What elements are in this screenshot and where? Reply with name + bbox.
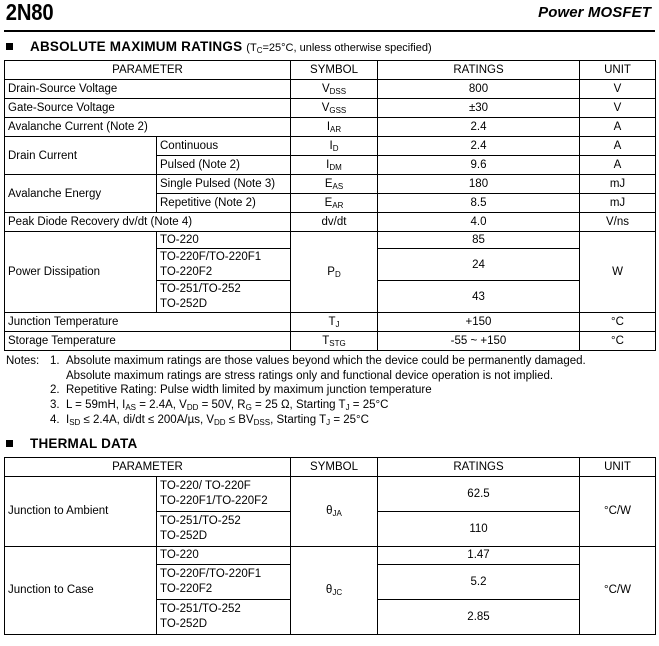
note-number: 4.	[50, 414, 60, 427]
unit-drain-source-voltage: V	[580, 80, 656, 99]
symbol-base: T	[328, 316, 336, 328]
symbol-idm	[291, 156, 378, 175]
package-group-2	[157, 249, 291, 281]
note-item-1-continuation	[6, 369, 653, 384]
table-row	[5, 213, 656, 232]
table-row	[5, 332, 656, 351]
note-seg: ≤ BV	[225, 414, 254, 427]
notes-label-spacer	[6, 413, 50, 429]
sub-parameter-pulsed: Pulsed (Note 2)	[157, 156, 291, 175]
parameter-storage-temperature: Storage Temperature	[5, 332, 291, 351]
note-sub: J	[345, 402, 350, 412]
rating-junction-temperature: +150	[378, 313, 580, 332]
rating-avalanche-energy-repetitive: 8.5	[378, 194, 580, 213]
parameter-drain-source-voltage: Drain-Source Voltage	[5, 80, 291, 99]
notes-label-spacer	[6, 383, 50, 398]
package-label: TO-220/ TO-220F	[160, 479, 251, 492]
symbol-vgss	[291, 99, 378, 118]
column-header-parameter: PARAMETER	[5, 457, 291, 476]
package-label: TO-252D	[160, 617, 208, 630]
unit-junction-temperature: °C	[580, 313, 656, 332]
note-text: Absolute maximum ratings are stress ratings only and functional device operation is not implied.	[66, 369, 554, 382]
rating-avalanche-current: 2.4	[378, 118, 580, 137]
note-sub: AS	[125, 402, 137, 412]
document-type: Power MOSFET	[538, 4, 651, 21]
note-seg: = 25 Ω, Starting T	[251, 398, 346, 411]
section-heading-absolute-maximum-ratings	[4, 32, 655, 60]
rating-drain-source-voltage: 800	[378, 80, 580, 99]
rating-power-dissipation-2: 24	[378, 249, 580, 281]
note-seg: ≤ 2.4A, di/dt ≤ 200A/µs, V	[80, 414, 215, 427]
package-group-3	[157, 281, 291, 313]
symbol-vdss	[291, 80, 378, 99]
note-seg: I	[66, 414, 70, 427]
package-group-2	[157, 564, 291, 599]
section-condition	[246, 42, 431, 54]
thermal-data-table	[4, 457, 656, 635]
notes-label: Notes:	[6, 355, 40, 367]
symbol-subscript: D	[332, 144, 339, 153]
symbol-base: θ	[326, 505, 333, 518]
rating-power-dissipation-1: 85	[378, 232, 580, 249]
rating-avalanche-energy-single: 180	[378, 175, 580, 194]
parameter-junction-to-case: Junction to Case	[5, 546, 157, 634]
note-number: 1.	[50, 355, 60, 367]
note-text: Absolute maximum ratings are those values beyond which the device could be permanently damaged.	[66, 355, 586, 367]
note-item-3	[6, 398, 653, 414]
table-row	[5, 118, 656, 137]
table-header-row	[5, 61, 656, 80]
notes-block	[4, 351, 655, 429]
note-text: Repetitive Rating: Pulse width limited by maximum junction temperature	[66, 384, 432, 397]
note-sub: DSS	[253, 418, 271, 428]
note-sub: G	[245, 402, 252, 412]
rating-peak-diode-recovery: 4.0	[378, 213, 580, 232]
package-group-1	[157, 546, 291, 564]
symbol-subscript: JC	[332, 588, 343, 598]
note-number: 2.	[50, 384, 60, 397]
symbol-subscript: JA	[332, 509, 342, 519]
section-title: THERMAL DATA	[30, 435, 138, 451]
symbol-base: I	[326, 159, 330, 171]
symbol-subscript: GSS	[329, 106, 347, 115]
symbol-subscript: J	[335, 320, 340, 329]
symbol-subscript: AS	[332, 182, 344, 191]
package-label: TO-220F/TO-220F1	[160, 567, 262, 580]
unit-drain-current-pulsed: A	[580, 156, 656, 175]
package-label: TO-220	[160, 548, 199, 561]
column-header-ratings: RATINGS	[378, 61, 580, 80]
note-sub: DD	[186, 402, 199, 412]
symbol-ear	[291, 194, 378, 213]
symbol-pd	[291, 232, 378, 313]
rating-junction-to-case-3: 2.85	[378, 599, 580, 634]
column-header-symbol: SYMBOL	[291, 61, 378, 80]
unit-avalanche-current: A	[580, 118, 656, 137]
unit-storage-temperature: °C	[580, 332, 656, 351]
square-bullet-icon	[6, 440, 13, 447]
note-seg: = 2.4A, V	[136, 398, 187, 411]
unit-avalanche-energy-repetitive: mJ	[580, 194, 656, 213]
package-label: TO-220F/TO-220F1	[160, 250, 262, 263]
symbol-theta-ja	[291, 476, 378, 546]
parameter-junction-to-ambient: Junction to Ambient	[5, 476, 157, 546]
note-seg: = 50V, R	[198, 398, 246, 411]
unit-junction-to-ambient: °C/W	[580, 476, 656, 546]
note-text	[66, 413, 653, 429]
parameter-peak-diode-recovery: Peak Diode Recovery dv/dt (Note 4)	[5, 213, 291, 232]
unit-power-dissipation: W	[580, 232, 656, 313]
table-row	[5, 99, 656, 118]
package-group-1	[157, 476, 291, 511]
note-item-2	[6, 383, 653, 398]
symbol-subscript: DM	[329, 163, 342, 172]
symbol-base: P	[327, 266, 335, 278]
column-header-parameter: PARAMETER	[5, 61, 291, 80]
table-header-row	[5, 457, 656, 476]
unit-peak-diode-recovery: V/ns	[580, 213, 656, 232]
rating-junction-to-ambient-1: 62.5	[378, 476, 580, 511]
package-label: TO-220F2	[160, 582, 213, 595]
symbol-subscript: D	[334, 270, 341, 279]
sub-parameter-repetitive: Repetitive (Note 2)	[157, 194, 291, 213]
note-sub: J	[326, 418, 331, 428]
package-label: TO-251/TO-252	[160, 282, 241, 295]
package-label: TO-251/TO-252	[160, 514, 241, 527]
column-header-unit: UNIT	[580, 61, 656, 80]
table-row	[5, 313, 656, 332]
table-row	[5, 80, 656, 99]
symbol-iar	[291, 118, 378, 137]
note-seg: , Starting T	[270, 414, 327, 427]
square-bullet-icon	[6, 43, 13, 50]
table-row	[5, 137, 656, 156]
condition-suffix: =25°C, unless otherwise specified)	[262, 42, 432, 54]
column-header-unit: UNIT	[580, 457, 656, 476]
symbol-subscript: AR	[332, 201, 344, 210]
symbol-base: V	[321, 83, 330, 95]
rating-drain-current-continuous: 2.4	[378, 137, 580, 156]
rating-gate-source-voltage: ±30	[378, 99, 580, 118]
package-label: TO-220	[160, 233, 199, 246]
package-label: TO-251/TO-252	[160, 602, 241, 615]
parameter-power-dissipation: Power Dissipation	[5, 232, 157, 313]
symbol-subscript: AR	[330, 125, 342, 134]
symbol-base: E	[324, 178, 333, 190]
symbol-eas	[291, 175, 378, 194]
note-number: 3.	[50, 398, 60, 411]
symbol-base: I	[326, 121, 331, 133]
note-item-1	[6, 354, 653, 369]
rating-storage-temperature: -55 ~ +150	[378, 332, 580, 351]
package-group-3	[157, 599, 291, 634]
notes-label-spacer	[6, 398, 50, 414]
symbol-id	[291, 137, 378, 156]
section-title: ABSOLUTE MAXIMUM RATINGS	[30, 39, 243, 54]
table-row	[5, 476, 656, 511]
rating-junction-to-ambient-2: 110	[378, 511, 580, 546]
condition-subscript: C	[256, 46, 263, 55]
rating-power-dissipation-3: 43	[378, 281, 580, 313]
note-sub: SD	[69, 418, 81, 428]
note-item-4	[6, 413, 653, 429]
symbol-theta-jc	[291, 546, 378, 634]
parameter-drain-current: Drain Current	[5, 137, 157, 175]
symbol-base: I	[329, 140, 333, 152]
note-sub: DD	[214, 418, 226, 428]
package-label: TO-252D	[160, 297, 208, 310]
parameter-avalanche-current: Avalanche Current (Note 2)	[5, 118, 291, 137]
package-label: TO-252D	[160, 529, 208, 542]
rating-junction-to-case-2: 5.2	[378, 564, 580, 599]
unit-gate-source-voltage: V	[580, 99, 656, 118]
package-group-2	[157, 511, 291, 546]
condition-prefix: (T	[246, 42, 257, 54]
table-row	[5, 232, 656, 249]
unit-avalanche-energy-single: mJ	[580, 175, 656, 194]
column-header-symbol: SYMBOL	[291, 457, 378, 476]
parameter-junction-temperature: Junction Temperature	[5, 313, 291, 332]
part-number: 2N80	[5, 0, 54, 25]
section-heading-thermal-data	[4, 429, 655, 457]
unit-drain-current-continuous: A	[580, 137, 656, 156]
note-seg: = 25°C	[349, 398, 389, 411]
symbol-tj	[291, 313, 378, 332]
package-label: TO-220F1/TO-220F2	[160, 494, 268, 507]
symbol-subscript: STG	[329, 339, 346, 348]
sub-parameter-single-pulsed: Single Pulsed (Note 3)	[157, 175, 291, 194]
note-seg: L = 59mH, I	[66, 398, 126, 411]
absolute-maximum-ratings-table	[4, 60, 656, 351]
package-label: TO-220F2	[160, 265, 213, 278]
parameter-gate-source-voltage: Gate-Source Voltage	[5, 99, 291, 118]
symbol-dvdt: dv/dt	[291, 213, 378, 232]
table-row	[5, 546, 656, 564]
package-group-1	[157, 232, 291, 249]
column-header-ratings: RATINGS	[378, 457, 580, 476]
sub-parameter-continuous: Continuous	[157, 137, 291, 156]
symbol-tstg	[291, 332, 378, 351]
symbol-base: T	[322, 335, 330, 347]
document-header	[4, 0, 655, 30]
note-text	[66, 398, 653, 414]
note-seg: = 25°C	[330, 414, 369, 427]
symbol-base: E	[324, 197, 333, 209]
table-row	[5, 175, 656, 194]
parameter-avalanche-energy: Avalanche Energy	[5, 175, 157, 213]
unit-junction-to-case: °C/W	[580, 546, 656, 634]
rating-junction-to-case-1: 1.47	[378, 546, 580, 564]
symbol-subscript: DSS	[329, 87, 347, 96]
rating-drain-current-pulsed: 9.6	[378, 156, 580, 175]
symbol-base: θ	[325, 584, 333, 597]
symbol-base: V	[321, 102, 330, 114]
